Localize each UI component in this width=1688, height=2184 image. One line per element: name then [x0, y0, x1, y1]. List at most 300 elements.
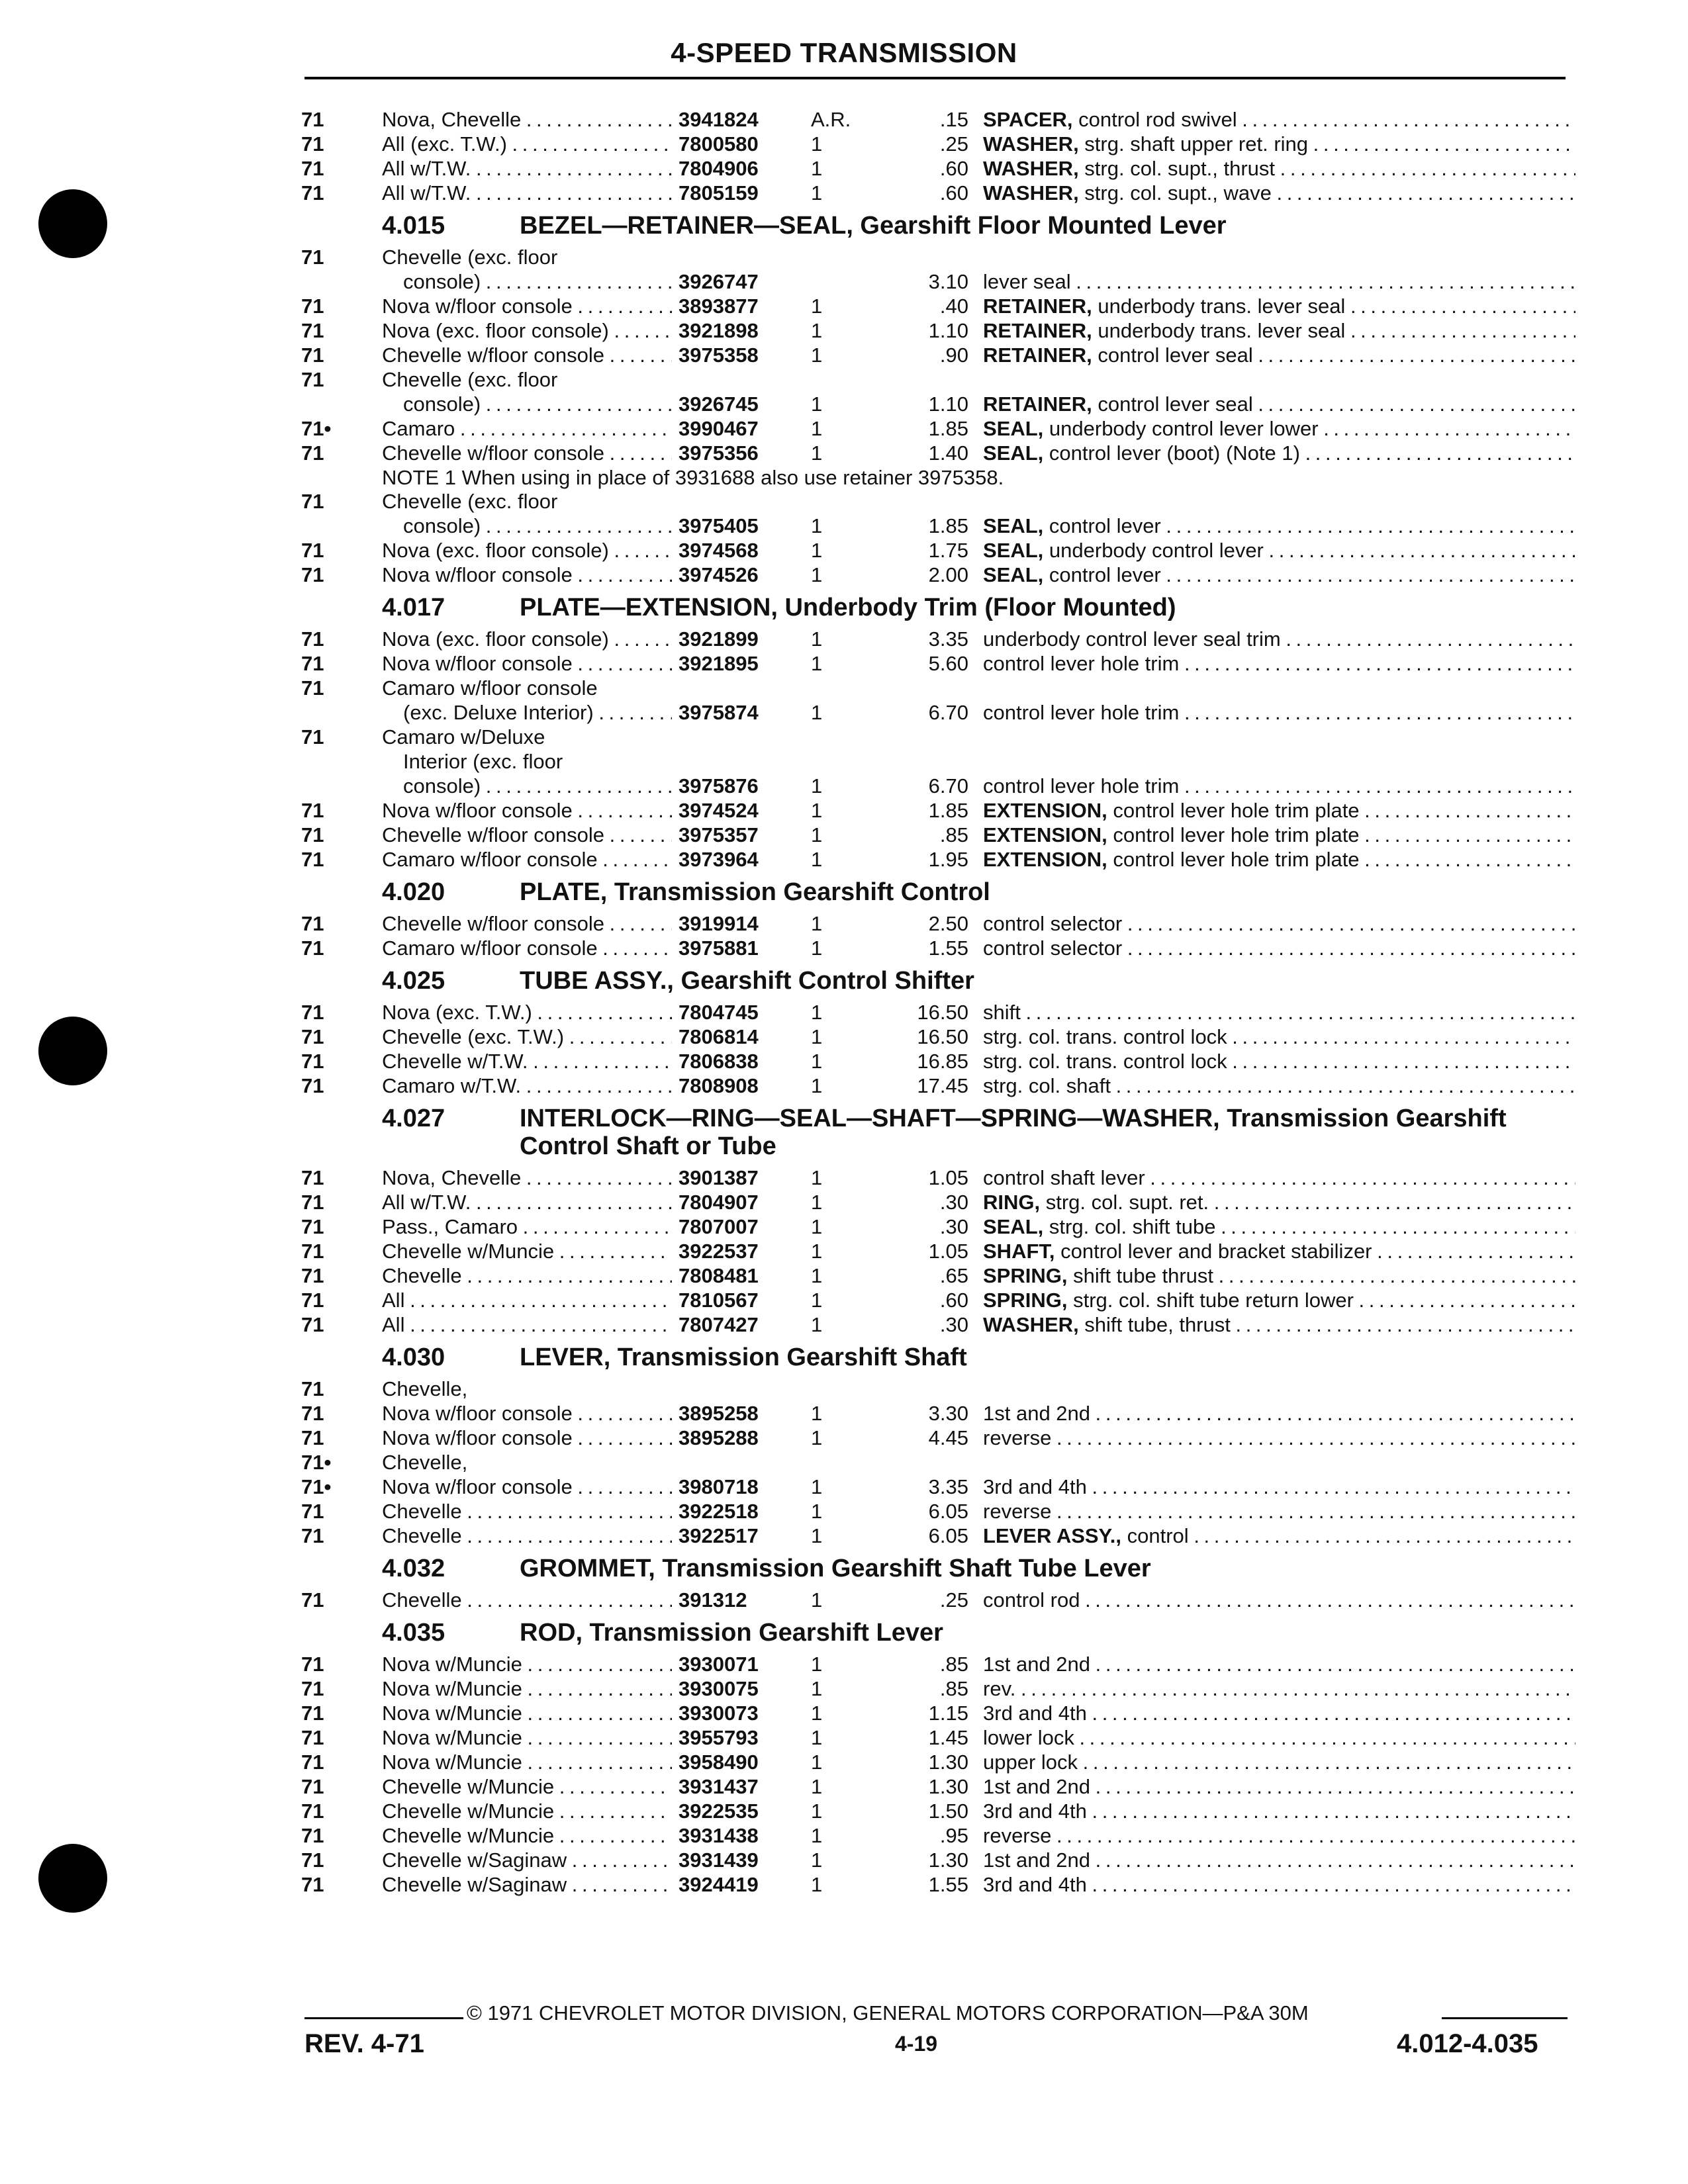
- description: [983, 416, 1575, 441]
- quantity: 1: [811, 1025, 823, 1048]
- quantity: 1: [811, 539, 823, 562]
- part-number: 3921899: [679, 627, 759, 651]
- part-number: 3955793: [679, 1726, 759, 1749]
- application: console) . . .: [382, 392, 672, 416]
- part-number: 3958490: [679, 1751, 759, 1774]
- section-title: BEZEL—RETAINER—SEAL, Gearshift Floor Mounted Lever: [520, 212, 1227, 240]
- model-year: 71: [301, 1588, 324, 1612]
- quantity: 1: [811, 1313, 823, 1336]
- part-number: 3922537: [679, 1240, 759, 1263]
- description-text: control lever hole trim plate: [1107, 799, 1360, 822]
- list-price: 4.45: [928, 1426, 968, 1449]
- part-number: 7808908: [679, 1074, 759, 1097]
- list-price: 1.85: [928, 799, 968, 822]
- part-row: [301, 1024, 1575, 1049]
- list-price: 1.40: [928, 441, 968, 465]
- description: [983, 156, 1575, 181]
- application: Chevelle (exc. floor: [382, 368, 558, 391]
- part-name: SEAL,: [983, 539, 1044, 562]
- part-name: RETAINER,: [983, 319, 1092, 342]
- description: [983, 269, 1575, 294]
- part-number: 3973964: [679, 848, 759, 871]
- description-text: control lever seal: [1092, 392, 1253, 416]
- part-number: 7806814: [679, 1025, 759, 1048]
- application: Nova w/floor console . . .: [382, 563, 672, 587]
- model-year: 71: [301, 1377, 324, 1400]
- description-text: reverse: [983, 1426, 1052, 1449]
- quantity: 1: [811, 912, 823, 935]
- description: [983, 1725, 1575, 1750]
- application: Chevelle w/Muncie . . .: [382, 1799, 672, 1823]
- part-number: 3975356: [679, 441, 759, 465]
- part-row: [301, 1823, 1575, 1848]
- footer-page-number: 4-19: [895, 2032, 938, 2056]
- description-text: 1st and 2nd: [983, 1402, 1091, 1425]
- part-number: 3895288: [679, 1426, 759, 1449]
- list-price: .30: [939, 1191, 968, 1214]
- model-year: 71: [301, 1426, 324, 1449]
- description: [983, 1288, 1575, 1312]
- description: [983, 847, 1575, 872]
- part-number: 3975357: [679, 823, 759, 846]
- section-title: ROD, Transmission Gearshift Lever: [520, 1619, 943, 1647]
- application: Chevelle (exc. floor: [382, 246, 558, 269]
- description: [983, 1588, 1575, 1612]
- part-row: [301, 911, 1575, 936]
- part-row: [301, 392, 1575, 416]
- quantity: 1: [811, 1588, 823, 1612]
- part-row: [301, 1588, 1575, 1612]
- description-text: underbody control lever: [1043, 539, 1264, 562]
- model-year: 71: [301, 848, 324, 871]
- section-number: 4.030: [382, 1343, 445, 1371]
- list-price: .60: [939, 181, 968, 205]
- part-row: [301, 1475, 1575, 1499]
- binder-hole-top: [38, 189, 107, 258]
- description-text: 1st and 2nd: [983, 1848, 1091, 1872]
- application: Nova w/Muncie . . .: [382, 1652, 672, 1676]
- quantity: 1: [811, 627, 823, 651]
- section-number: 4.025: [382, 967, 445, 995]
- quantity: 1: [811, 1475, 823, 1498]
- quantity: 1: [811, 1426, 823, 1449]
- part-name: SPACER,: [983, 108, 1073, 131]
- part-row: [301, 1725, 1575, 1750]
- model-year: 71: [301, 1751, 324, 1774]
- part-number: 3921895: [679, 652, 759, 675]
- part-row: [301, 1190, 1575, 1214]
- model-year: 71: [301, 799, 324, 822]
- quantity: 1: [811, 1402, 823, 1425]
- application: All (exc. T.W.) . . .: [382, 132, 672, 156]
- description: [983, 1475, 1575, 1499]
- part-name: WASHER,: [983, 1313, 1079, 1336]
- description: [983, 1073, 1575, 1098]
- description-text: control lever hole trim plate: [1107, 848, 1360, 871]
- part-number: 3974568: [679, 539, 759, 562]
- description-text: upper lock: [983, 1751, 1078, 1774]
- list-price: 1.05: [928, 1166, 968, 1189]
- parts-section: [301, 212, 1575, 587]
- description: [983, 1499, 1575, 1524]
- quantity: 1: [811, 799, 823, 822]
- application: Camaro w/T.W. . . .: [382, 1073, 672, 1098]
- model-year: 71: [301, 1191, 324, 1214]
- part-number: 3974524: [679, 799, 759, 822]
- model-year: 71: [301, 1313, 324, 1336]
- description-text: control shaft lever: [983, 1166, 1145, 1189]
- description-text: control rod: [983, 1588, 1080, 1612]
- description: [983, 627, 1575, 651]
- list-price: 16.50: [917, 1025, 968, 1048]
- part-number: 3974526: [679, 563, 759, 586]
- model-year: 71: [301, 1799, 324, 1823]
- part-name: RETAINER,: [983, 392, 1092, 416]
- quantity: 1: [811, 343, 823, 367]
- list-price: .65: [939, 1264, 968, 1287]
- part-row: [301, 367, 1575, 392]
- parts-section: [301, 967, 1575, 1098]
- part-number: 3901387: [679, 1166, 759, 1189]
- model-year: 71: [301, 1848, 324, 1872]
- model-year: 71: [301, 1240, 324, 1263]
- model-year: 71: [301, 1775, 324, 1798]
- description: [983, 798, 1575, 823]
- list-price: 1.85: [928, 514, 968, 537]
- part-name: SEAL,: [983, 1215, 1044, 1238]
- description: [983, 294, 1575, 318]
- model-year: 71: [301, 441, 324, 465]
- parts-section: [301, 1105, 1575, 1337]
- part-name: SPRING,: [983, 1289, 1068, 1312]
- part-number: 3919914: [679, 912, 759, 935]
- part-number: 3926747: [679, 270, 759, 293]
- list-price: 1.15: [928, 1702, 968, 1725]
- description-text: control: [1121, 1524, 1189, 1547]
- part-row: [301, 269, 1575, 294]
- part-row: [301, 725, 1575, 749]
- application: Chevelle,: [382, 1377, 468, 1400]
- description: [983, 1263, 1575, 1288]
- application: Camaro w/floor console . . .: [382, 847, 672, 872]
- quantity: 1: [811, 1289, 823, 1312]
- part-name: RETAINER,: [983, 343, 1092, 367]
- quantity: 1: [811, 1775, 823, 1798]
- model-year: 71: [301, 1215, 324, 1238]
- part-row: [301, 538, 1575, 563]
- model-year: 71: [301, 652, 324, 675]
- quantity: 1: [811, 132, 823, 156]
- part-row: [301, 798, 1575, 823]
- description: [983, 911, 1575, 936]
- model-year: 71: [301, 725, 324, 749]
- description-text: shift tube thrust: [1067, 1264, 1214, 1287]
- section-number: 4.035: [382, 1619, 445, 1647]
- part-row: [301, 245, 1575, 269]
- model-year: 71: [301, 108, 324, 131]
- description-text: underbody trans. lever seal: [1092, 319, 1346, 342]
- title-rule: [305, 77, 1566, 79]
- description: [983, 392, 1575, 416]
- part-row: [301, 936, 1575, 960]
- description-text: control lever: [1043, 563, 1161, 586]
- list-price: 1.85: [928, 417, 968, 440]
- model-year: 71: [301, 343, 324, 367]
- application: All . . .: [382, 1312, 672, 1337]
- quantity: 1: [811, 1500, 823, 1523]
- parts-section: [301, 594, 1575, 872]
- model-year: 71: [301, 563, 324, 586]
- part-number: 7807427: [679, 1313, 759, 1336]
- application: Chevelle,: [382, 1451, 468, 1474]
- model-year: 71: [301, 319, 324, 342]
- part-row: [301, 774, 1575, 798]
- part-name: SPRING,: [983, 1264, 1068, 1287]
- part-row: [301, 514, 1575, 538]
- part-number: 3980718: [679, 1475, 759, 1498]
- quantity: 1: [811, 774, 823, 797]
- quantity: 1: [811, 1215, 823, 1238]
- section-number: 4.032: [382, 1555, 445, 1582]
- part-name: EXTENSION,: [983, 823, 1107, 846]
- part-number: 3922517: [679, 1524, 759, 1547]
- model-year: 71: [301, 1402, 324, 1425]
- list-price: 1.55: [928, 1873, 968, 1896]
- part-number: 3975876: [679, 774, 759, 797]
- section-title: PLATE—EXTENSION, Underbody Trim (Floor Mounted): [520, 594, 1176, 621]
- application: Chevelle (exc. T.W.) . . .: [382, 1024, 672, 1049]
- parts-section: [301, 1343, 1575, 1548]
- quantity: 1: [811, 652, 823, 675]
- application: Chevelle w/Muncie . . .: [382, 1239, 672, 1263]
- description: [983, 1774, 1575, 1799]
- model-year: 71: [301, 912, 324, 935]
- part-row: [301, 563, 1575, 587]
- part-number: 3975874: [679, 701, 759, 724]
- application: Nova w/floor console . . .: [382, 1475, 672, 1499]
- part-number: 3921898: [679, 319, 759, 342]
- model-year: 71: [301, 1500, 324, 1523]
- part-name: SEAL,: [983, 441, 1044, 465]
- application: Chevelle . . .: [382, 1588, 672, 1612]
- part-row: [301, 107, 1575, 132]
- section-title: TUBE ASSY., Gearshift Control Shifter: [520, 967, 974, 995]
- description-text: control selector: [983, 936, 1123, 960]
- description: [983, 1000, 1575, 1024]
- description-text: underbody trans. lever seal: [1092, 295, 1346, 318]
- description: [983, 132, 1575, 156]
- part-row: [301, 1377, 1575, 1401]
- quantity: 1: [811, 1166, 823, 1189]
- list-price: .90: [939, 343, 968, 367]
- model-year: 71: [301, 132, 324, 156]
- list-price: 3.30: [928, 1402, 968, 1425]
- footer-rule-left: [305, 2017, 463, 2019]
- part-number: 391312: [679, 1588, 747, 1612]
- list-price: 1.10: [928, 392, 968, 416]
- description-text: underbody control lever lower: [1043, 417, 1319, 440]
- quantity: 1: [811, 295, 823, 318]
- description-text: lower lock: [983, 1726, 1074, 1749]
- list-price: .25: [939, 1588, 968, 1612]
- list-price: 1.30: [928, 1848, 968, 1872]
- part-name: RING,: [983, 1191, 1041, 1214]
- model-year: 71: [301, 157, 324, 180]
- application: Chevelle . . .: [382, 1499, 672, 1524]
- list-price: 1.45: [928, 1726, 968, 1749]
- list-price: .40: [939, 295, 968, 318]
- list-price: 6.05: [928, 1500, 968, 1523]
- model-year: 71: [301, 1524, 324, 1547]
- quantity: 1: [811, 1799, 823, 1823]
- part-name: WASHER,: [983, 181, 1079, 205]
- model-year: 71•: [301, 1475, 332, 1498]
- part-row: [301, 1073, 1575, 1098]
- quantity: 1: [811, 417, 823, 440]
- part-number: 3930071: [679, 1653, 759, 1676]
- description: [983, 1214, 1575, 1239]
- quantity: 1: [811, 1050, 823, 1073]
- description: [983, 1701, 1575, 1725]
- description: [983, 1190, 1575, 1214]
- description-text: 3rd and 4th: [983, 1702, 1087, 1725]
- application: Nova w/floor console . . .: [382, 294, 672, 318]
- list-price: 1.30: [928, 1775, 968, 1798]
- binder-hole-middle: [38, 1017, 107, 1085]
- quantity: 1: [811, 936, 823, 960]
- part-number: 3990467: [679, 417, 759, 440]
- part-row: [301, 1214, 1575, 1239]
- section-heading: [301, 212, 1575, 240]
- part-row: [301, 1524, 1575, 1548]
- application: Nova w/Muncie . . .: [382, 1750, 672, 1774]
- quantity: 1: [811, 1001, 823, 1024]
- section-number: 4.020: [382, 878, 445, 906]
- parts-list: [301, 107, 1575, 1897]
- model-year: 71•: [301, 417, 332, 440]
- quantity: 1: [811, 701, 823, 724]
- application: Chevelle w/floor console . . .: [382, 911, 672, 936]
- list-price: 6.70: [928, 774, 968, 797]
- section-heading: [301, 1105, 1575, 1160]
- part-row: [301, 1263, 1575, 1288]
- description: [983, 107, 1575, 132]
- list-price: 1.50: [928, 1799, 968, 1823]
- section-heading: [301, 1619, 1575, 1647]
- list-price: 1.95: [928, 848, 968, 871]
- model-year: 71: [301, 1166, 324, 1189]
- description: [983, 1823, 1575, 1848]
- list-price: 16.50: [917, 1001, 968, 1024]
- quantity: 1: [811, 1074, 823, 1097]
- description-text: underbody control lever seal trim: [983, 627, 1281, 651]
- description: [983, 181, 1575, 205]
- part-name: SEAL,: [983, 563, 1044, 586]
- part-number: 3930075: [679, 1677, 759, 1700]
- application: Nova w/floor console . . .: [382, 1401, 672, 1426]
- note-text: NOTE 1 When using in place of 3931688 also use retainer 3975358.: [382, 466, 1004, 489]
- list-price: 3.35: [928, 627, 968, 651]
- part-row: [301, 1750, 1575, 1774]
- list-price: .85: [939, 1677, 968, 1700]
- part-number: 7810567: [679, 1289, 759, 1312]
- quantity: 1: [811, 1848, 823, 1872]
- description-text: control lever hole trim: [983, 774, 1180, 797]
- application: Chevelle w/Muncie . . .: [382, 1823, 672, 1848]
- application: Nova, Chevelle . . .: [382, 107, 672, 132]
- application: Pass., Camaro . . .: [382, 1214, 672, 1239]
- list-price: 6.05: [928, 1524, 968, 1547]
- part-row: [301, 676, 1575, 700]
- application: console) . . .: [382, 774, 672, 798]
- description: [983, 1799, 1575, 1823]
- list-price: .85: [939, 823, 968, 846]
- application: All w/T.W. . . .: [382, 181, 672, 205]
- description: [983, 1848, 1575, 1872]
- part-number: 7804906: [679, 157, 759, 180]
- application: Camaro w/Deluxe: [382, 725, 545, 749]
- description-text: strg. col. shift tube: [1043, 1215, 1216, 1238]
- description: [983, 1652, 1575, 1676]
- part-row: [301, 1049, 1575, 1073]
- quantity: 1: [811, 1191, 823, 1214]
- part-number: 7808481: [679, 1264, 759, 1287]
- part-name: SEAL,: [983, 514, 1044, 537]
- part-row: [301, 132, 1575, 156]
- part-name: SEAL,: [983, 417, 1044, 440]
- part-row: [301, 416, 1575, 441]
- part-name: RETAINER,: [983, 295, 1092, 318]
- part-row: [301, 1288, 1575, 1312]
- description: [983, 343, 1575, 367]
- application: All . . .: [382, 1288, 672, 1312]
- description: [983, 1524, 1575, 1548]
- footer-revision: REV. 4-71: [305, 2029, 424, 2058]
- description: [983, 318, 1575, 343]
- description-text: control lever hole trim plate: [1107, 823, 1360, 846]
- part-number: 7807007: [679, 1215, 759, 1238]
- quantity: 1: [811, 514, 823, 537]
- list-price: .60: [939, 157, 968, 180]
- quantity: 1: [811, 1873, 823, 1896]
- part-number: 3922518: [679, 1500, 759, 1523]
- part-row: [301, 294, 1575, 318]
- note-row: [301, 465, 1575, 489]
- description: [983, 538, 1575, 563]
- part-name: LEVER ASSY.,: [983, 1524, 1122, 1547]
- list-price: 3.10: [928, 270, 968, 293]
- section-number: 4.027: [382, 1105, 445, 1132]
- section-heading: [301, 1343, 1575, 1371]
- list-price: .30: [939, 1215, 968, 1238]
- description-text: control lever seal: [1092, 343, 1253, 367]
- list-price: 1.05: [928, 1240, 968, 1263]
- application: Chevelle w/floor console . . .: [382, 441, 672, 465]
- description-text: control lever: [1043, 514, 1161, 537]
- quantity: 1: [811, 1702, 823, 1725]
- list-price: .85: [939, 1653, 968, 1676]
- description-text: 1st and 2nd: [983, 1775, 1091, 1798]
- description-text: shift tube, thrust: [1078, 1313, 1231, 1336]
- model-year: 71: [301, 295, 324, 318]
- model-year: 71: [301, 539, 324, 562]
- part-row: [301, 1799, 1575, 1823]
- application: All w/T.W. . . .: [382, 156, 672, 181]
- model-year: 71: [301, 1677, 324, 1700]
- model-year: 71: [301, 1289, 324, 1312]
- application: Chevelle w/Saginaw . . .: [382, 1848, 672, 1872]
- part-number: 3975405: [679, 514, 759, 537]
